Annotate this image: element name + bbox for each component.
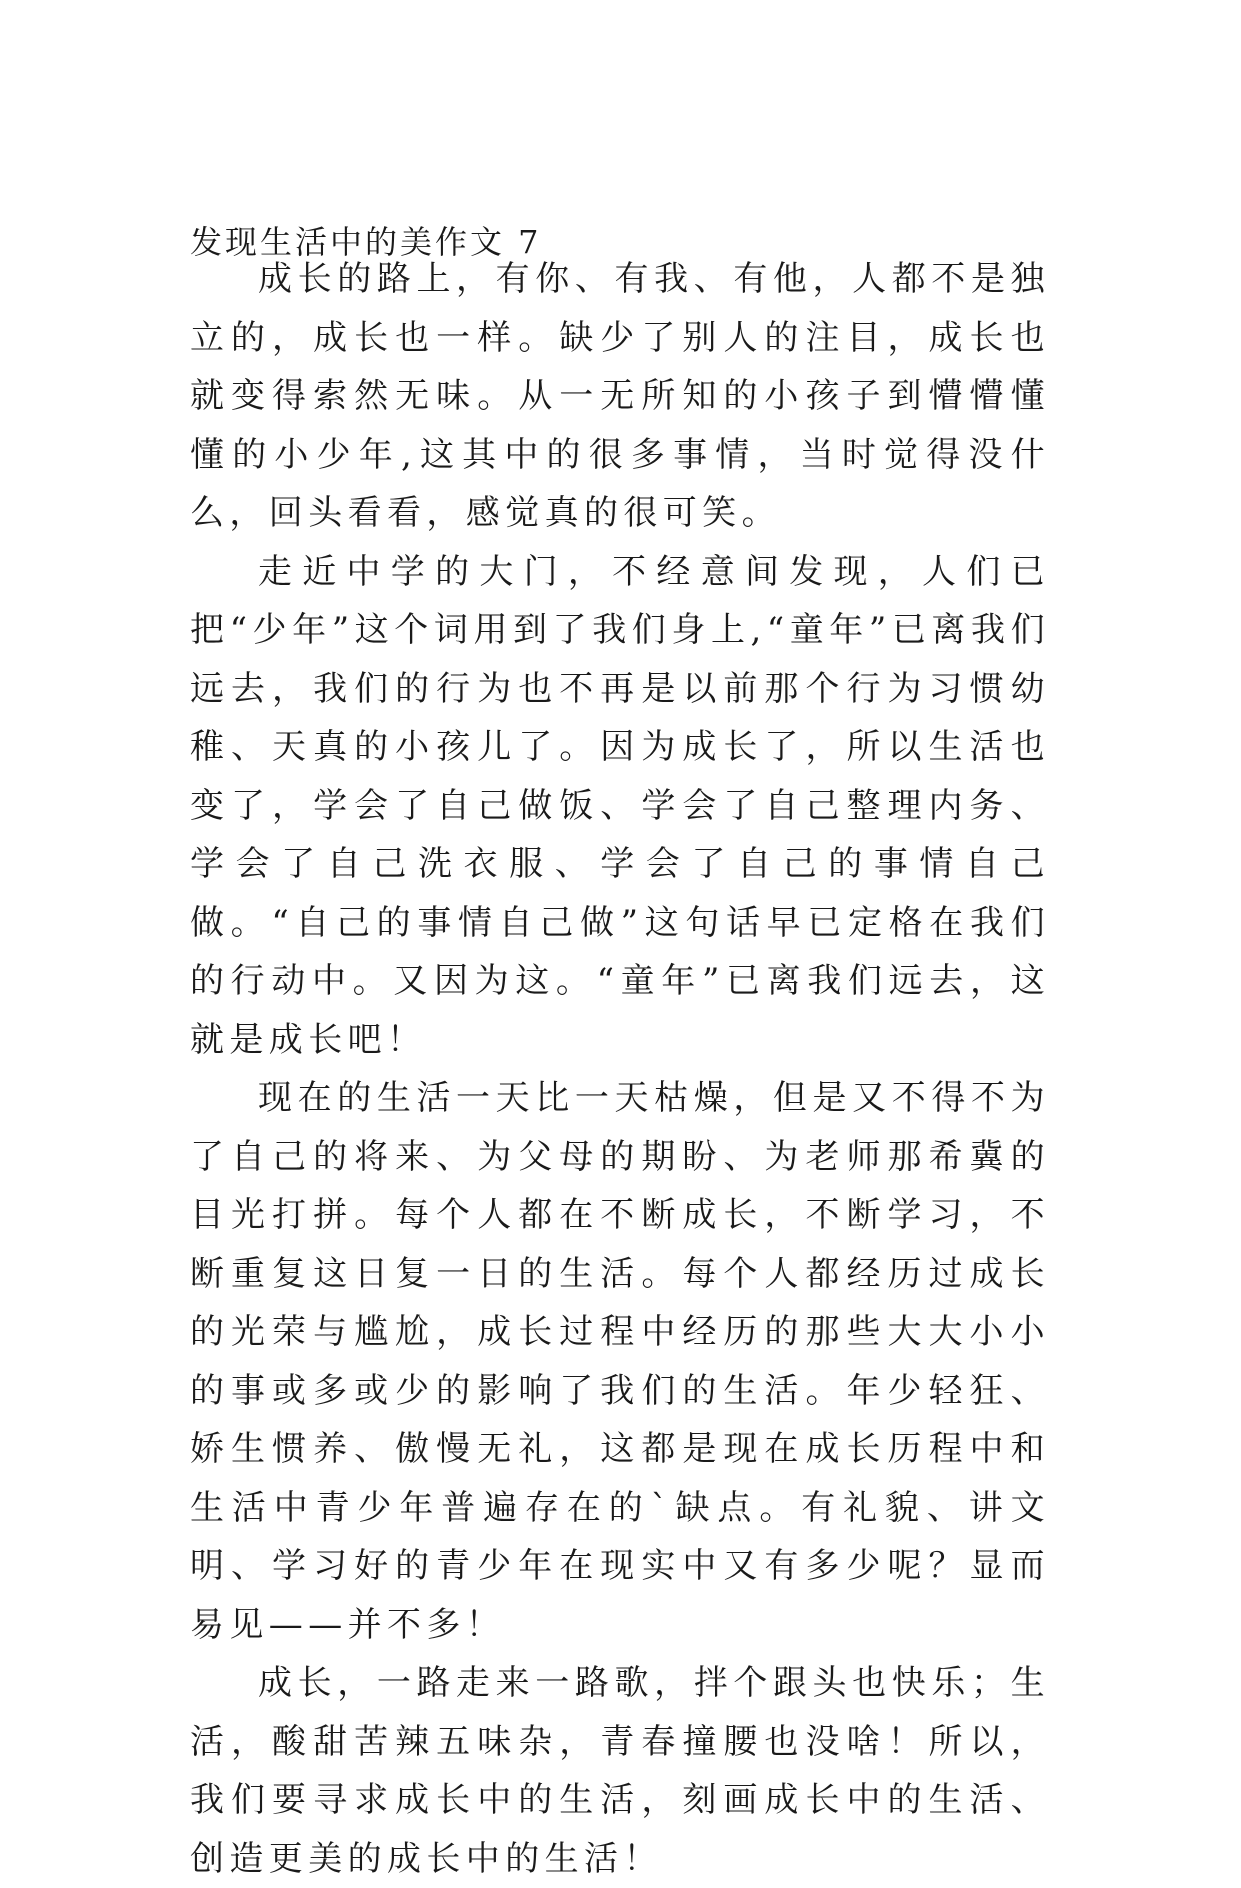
paragraph-4: 成长，一路走来一路歌，拌个跟头也快乐；生活，酸甜苦辣五味杂，青春撞腰也没啥！所以，我们要寻求成长中的生活，刻画成长中的生活、创造更美的成长中的生活！	[190, 1663, 1050, 1879]
paragraph-1: 成长的路上，有你、有我、有他，人都不是独立的，成长也一样。缺少了别人的注目，成长也就变得索然无味。从一无所知的小孩子到懵懵懂懂的小少年,这其中的很多事情，当时觉得没什么，回头看看，感觉真的很可笑。	[190, 259, 1050, 533]
paragraph-2: 走近中学的大门，不经意间发现，人们已把“少年”这个词用到了我们身上,“童年”已离我们远去，我们的行为也不再是以前那个行为习惯幼稚、天真的小孩儿了。因为成长了，所以生活也变了，学会了自己做饭、学会了自己整理内务、学会了自己洗衣服、学会了自己的事情自己做。“自己的事情自己做”这句话早已定格在我们的行动中。又因为这。“童年”已离我们远去，这就是成长吧！	[190, 551, 1050, 1060]
document-body	[190, 250, 1050, 1888]
paragraph-3: 现在的生活一天比一天枯燥，但是又不得不为了自己的将来、为父母的期盼、为老师那希冀的目光打拼。每个人都在不断成长，不断学习，不断重复这日复一日的生活。每个人都经历过成长的光荣与尴尬，成长过程中经历的那些大大小小的事或多或少的影响了我们的生活。年少轻狂、娇生惯养、傲慢无礼，这都是现在成长历程中和生活中青少年普遍存在的`缺点。有礼貌、讲文明、学习好的青少年在现实中又有多少呢？显而易见——并不多！	[190, 1078, 1050, 1645]
document-title: 发现生活中的美作文 7	[190, 223, 542, 261]
